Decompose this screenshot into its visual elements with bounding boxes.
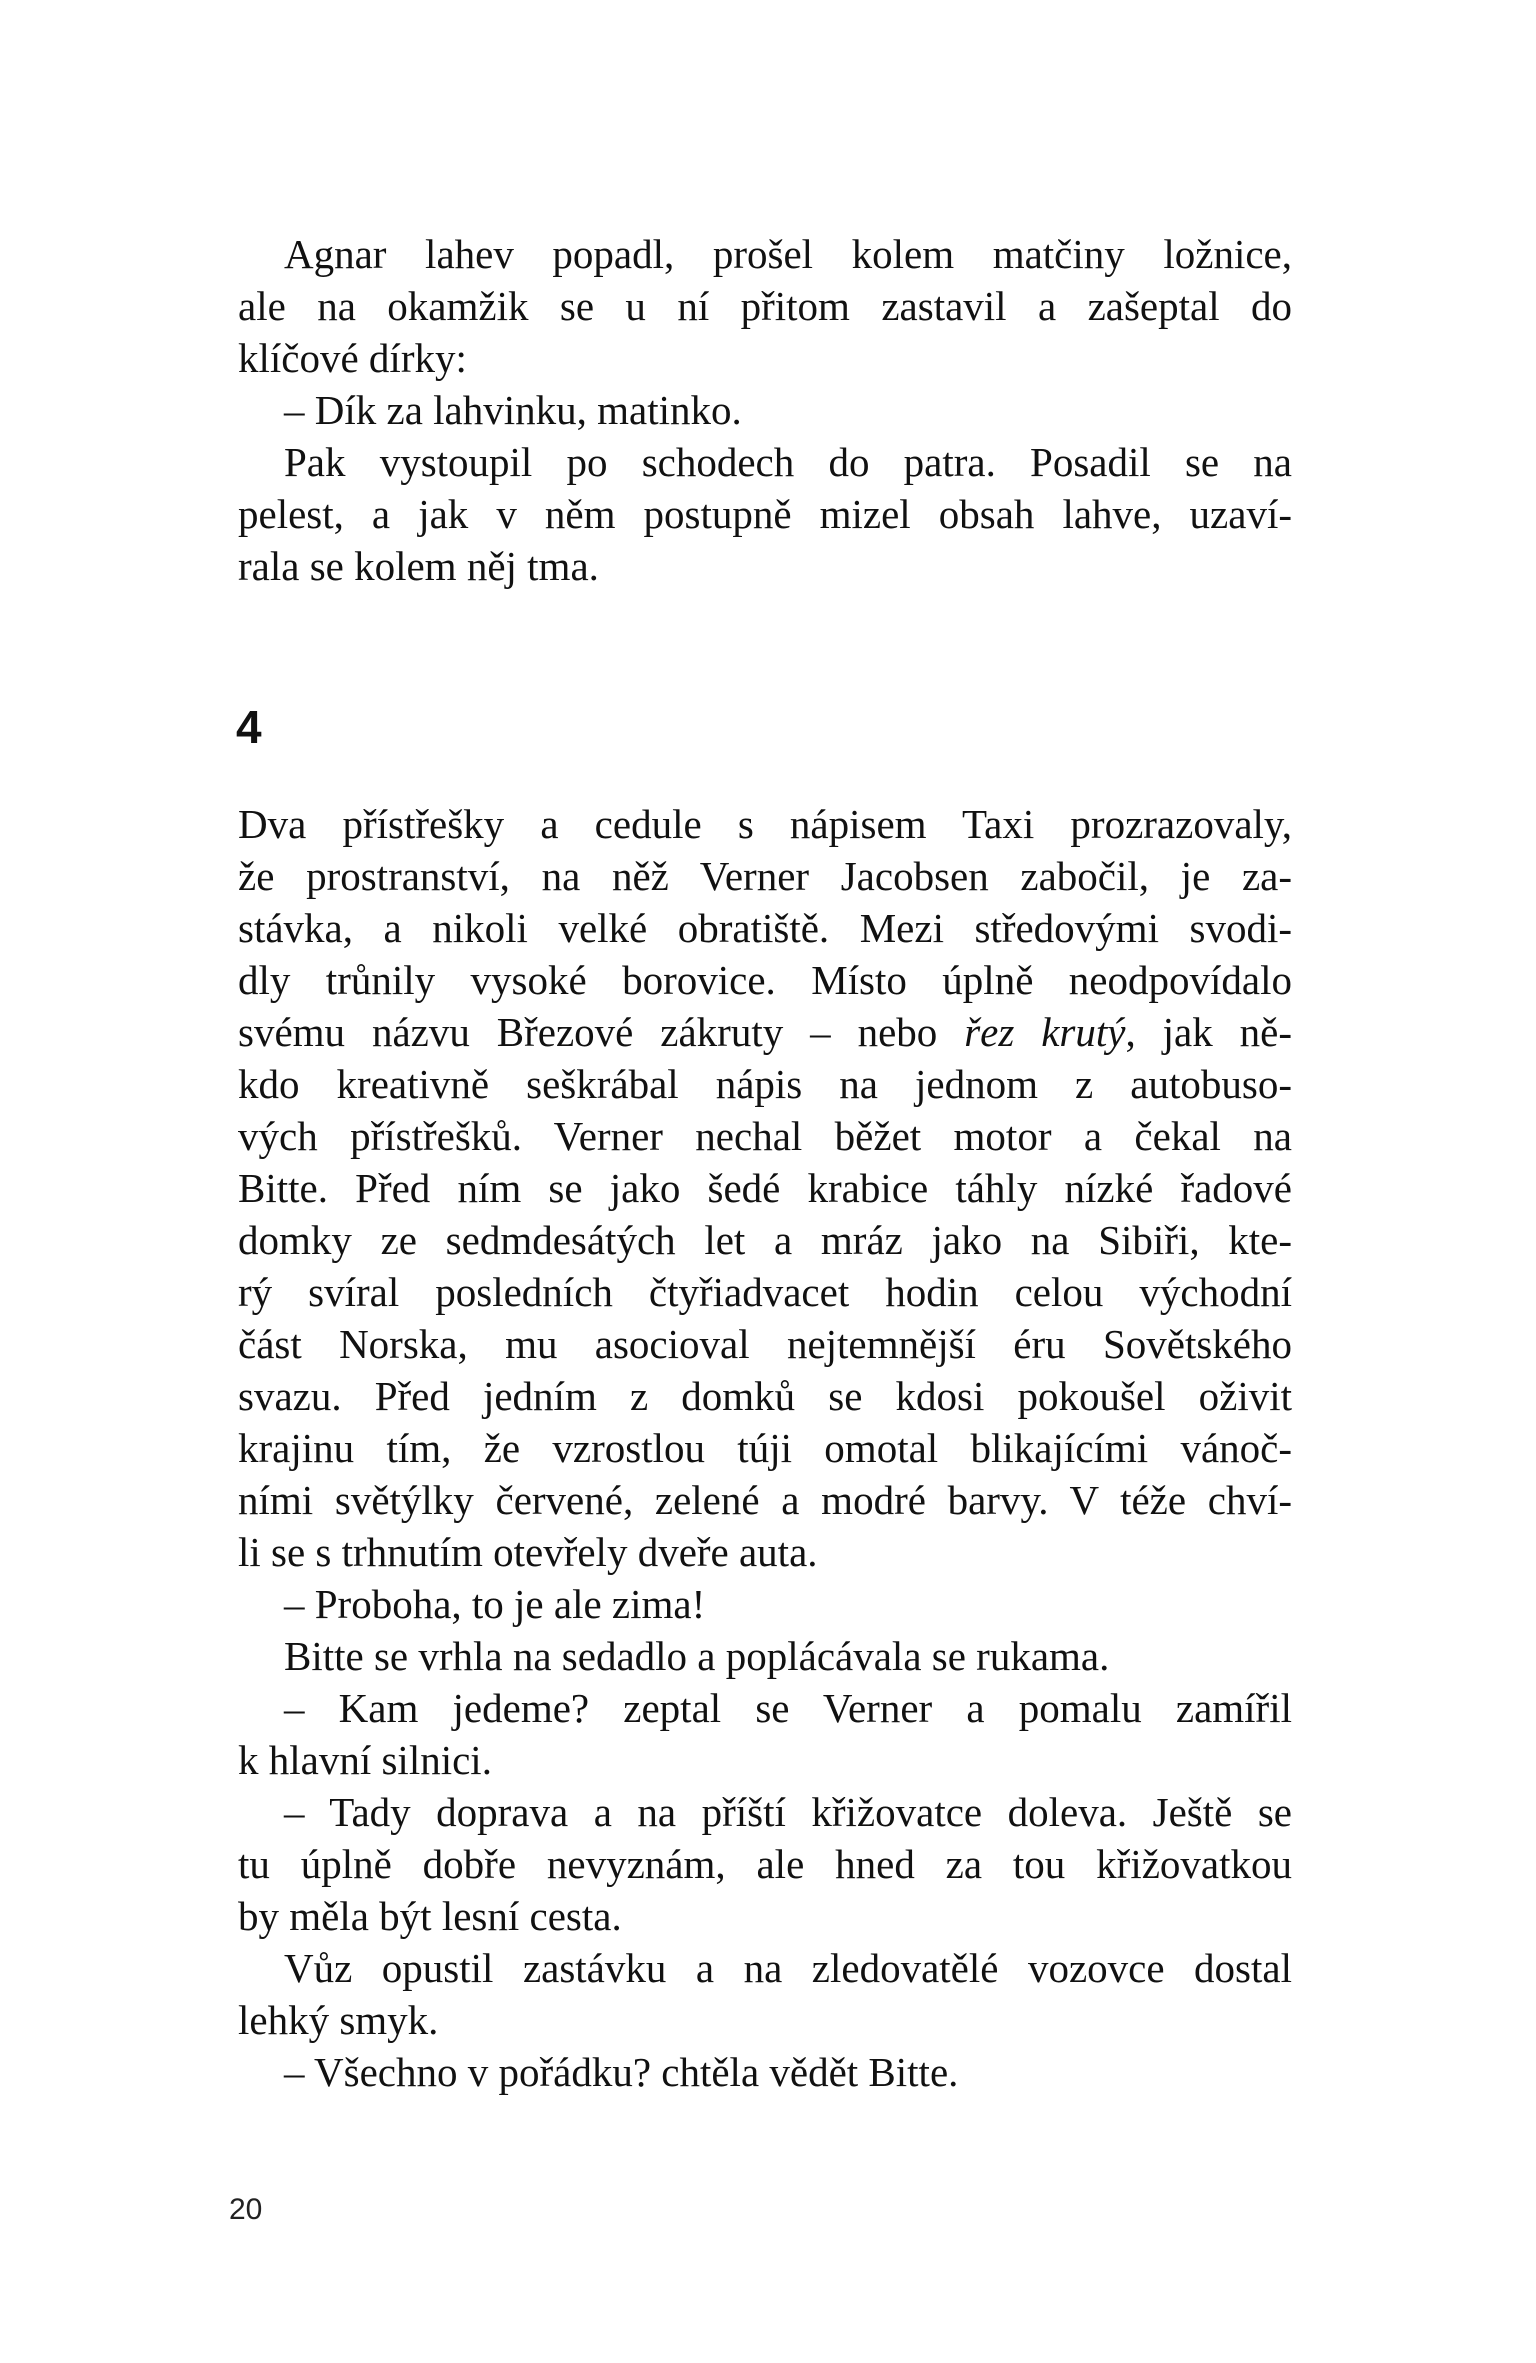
line-text: – Kam jedeme? zeptal se Verner a pomalu zamířil [284,1685,1292,1731]
italic-phrase: řez krutý [964,1009,1126,1055]
line-text: – Tady doprava a na příští křižovatce doleva. Ještě se [284,1789,1292,1835]
text-line: lehký smyk. [238,1997,439,2043]
page-number: 20 [229,2193,263,2226]
line-text: Vůz opustil zastávku a na zledovatělé vozovce dostal [284,1945,1292,1991]
text-line [238,1786,1292,1838]
chapter-number: 4 [236,701,262,753]
text-line [238,280,1292,332]
text-line: – Proboha, to je ale zima! [284,1581,706,1627]
text-line [238,1422,1292,1474]
text-line [238,1682,1292,1734]
text-section-2 [238,798,1292,2098]
line-text: část Norska, mu asocioval nejtemnější éru Sovětského [238,1321,1292,1367]
line-text: kdo kreativně seškrábal nápis na jednom z autobuso- [238,1061,1292,1107]
text-line [238,1370,1292,1422]
line-text: krajinu tím, že vzrostlou túji omotal blikajícími vánoč- [238,1425,1292,1471]
text-line [238,1318,1292,1370]
line-text: vých přístřešků. Verner nechal běžet motor a čekal na [238,1113,1292,1159]
line-text: dly trůnily vysoké borovice. Místo úplně neodpovídalo [238,957,1292,1003]
text-line [238,1474,1292,1526]
text-line [238,798,1292,850]
line-text: ními světýlky červené, zelené a modré barvy. V téže chví- [238,1477,1292,1523]
text-line: k hlavní silnici. [238,1737,492,1783]
line-text: rý svíral posledních čtyřiadvacet hodin celou východní [238,1269,1292,1315]
text-line [238,954,1292,1006]
text-line: Bitte se vrhla na sedadlo a poplácávala se rukama. [284,1633,1110,1679]
line-text: domky ze sedmdesátých let a mráz jako na Sibiři, kte- [238,1217,1292,1263]
line-text: Pak vystoupil po schodech do patra. Posadil se na [284,439,1292,485]
line-text: ale na okamžik se u ní přitom zastavil a zašeptal do [238,283,1292,329]
line-text: stávka, a nikoli velké obratiště. Mezi středovými svodi- [238,905,1292,951]
text-line: – Všechno v pořádku? chtěla vědět Bitte. [284,2049,959,2095]
line-text: svému názvu Březové zákruty – nebo [238,1009,965,1055]
text-line [238,1942,1292,1994]
text-line [238,228,1292,280]
text-line [238,1058,1292,1110]
line-text: Bitte. Před ním se jako šedé krabice táhly nízké řadové [238,1165,1292,1211]
text-section-1 [238,228,1292,592]
text-line: – Dík za lahvinku, matinko. [284,387,742,433]
line-text: Dva přístřešky a cedule s nápisem Taxi prozrazovaly, [238,801,1292,847]
line-text: svazu. Před jedním z domků se kdosi pokoušel oživit [238,1373,1292,1419]
text-line [238,1838,1292,1890]
line-text: pelest, a jak v něm postupně mizel obsah lahve, uzaví- [238,491,1292,537]
text-line [238,1214,1292,1266]
text-line: klíčové dírky: [238,335,467,381]
line-text: Agnar lahev popadl, prošel kolem matčiny ložnice, [284,231,1292,277]
text-line [238,1266,1292,1318]
text-line [238,1006,1292,1058]
line-text: tu úplně dobře nevyznám, ale hned za tou křižovatkou [238,1841,1292,1887]
text-line [238,902,1292,954]
text-line [238,1162,1292,1214]
line-text: že prostranství, na něž Verner Jacobsen zabočil, je za- [238,853,1292,899]
line-text: , jak ně- [1125,1009,1292,1055]
text-line: by měla být lesní cesta. [238,1893,622,1939]
text-line [238,436,1292,488]
text-line [238,1110,1292,1162]
text-line: li se s trhnutím otevřely dveře auta. [238,1529,818,1575]
text-line [238,488,1292,540]
text-line: rala se kolem něj tma. [238,543,599,589]
text-line [238,850,1292,902]
